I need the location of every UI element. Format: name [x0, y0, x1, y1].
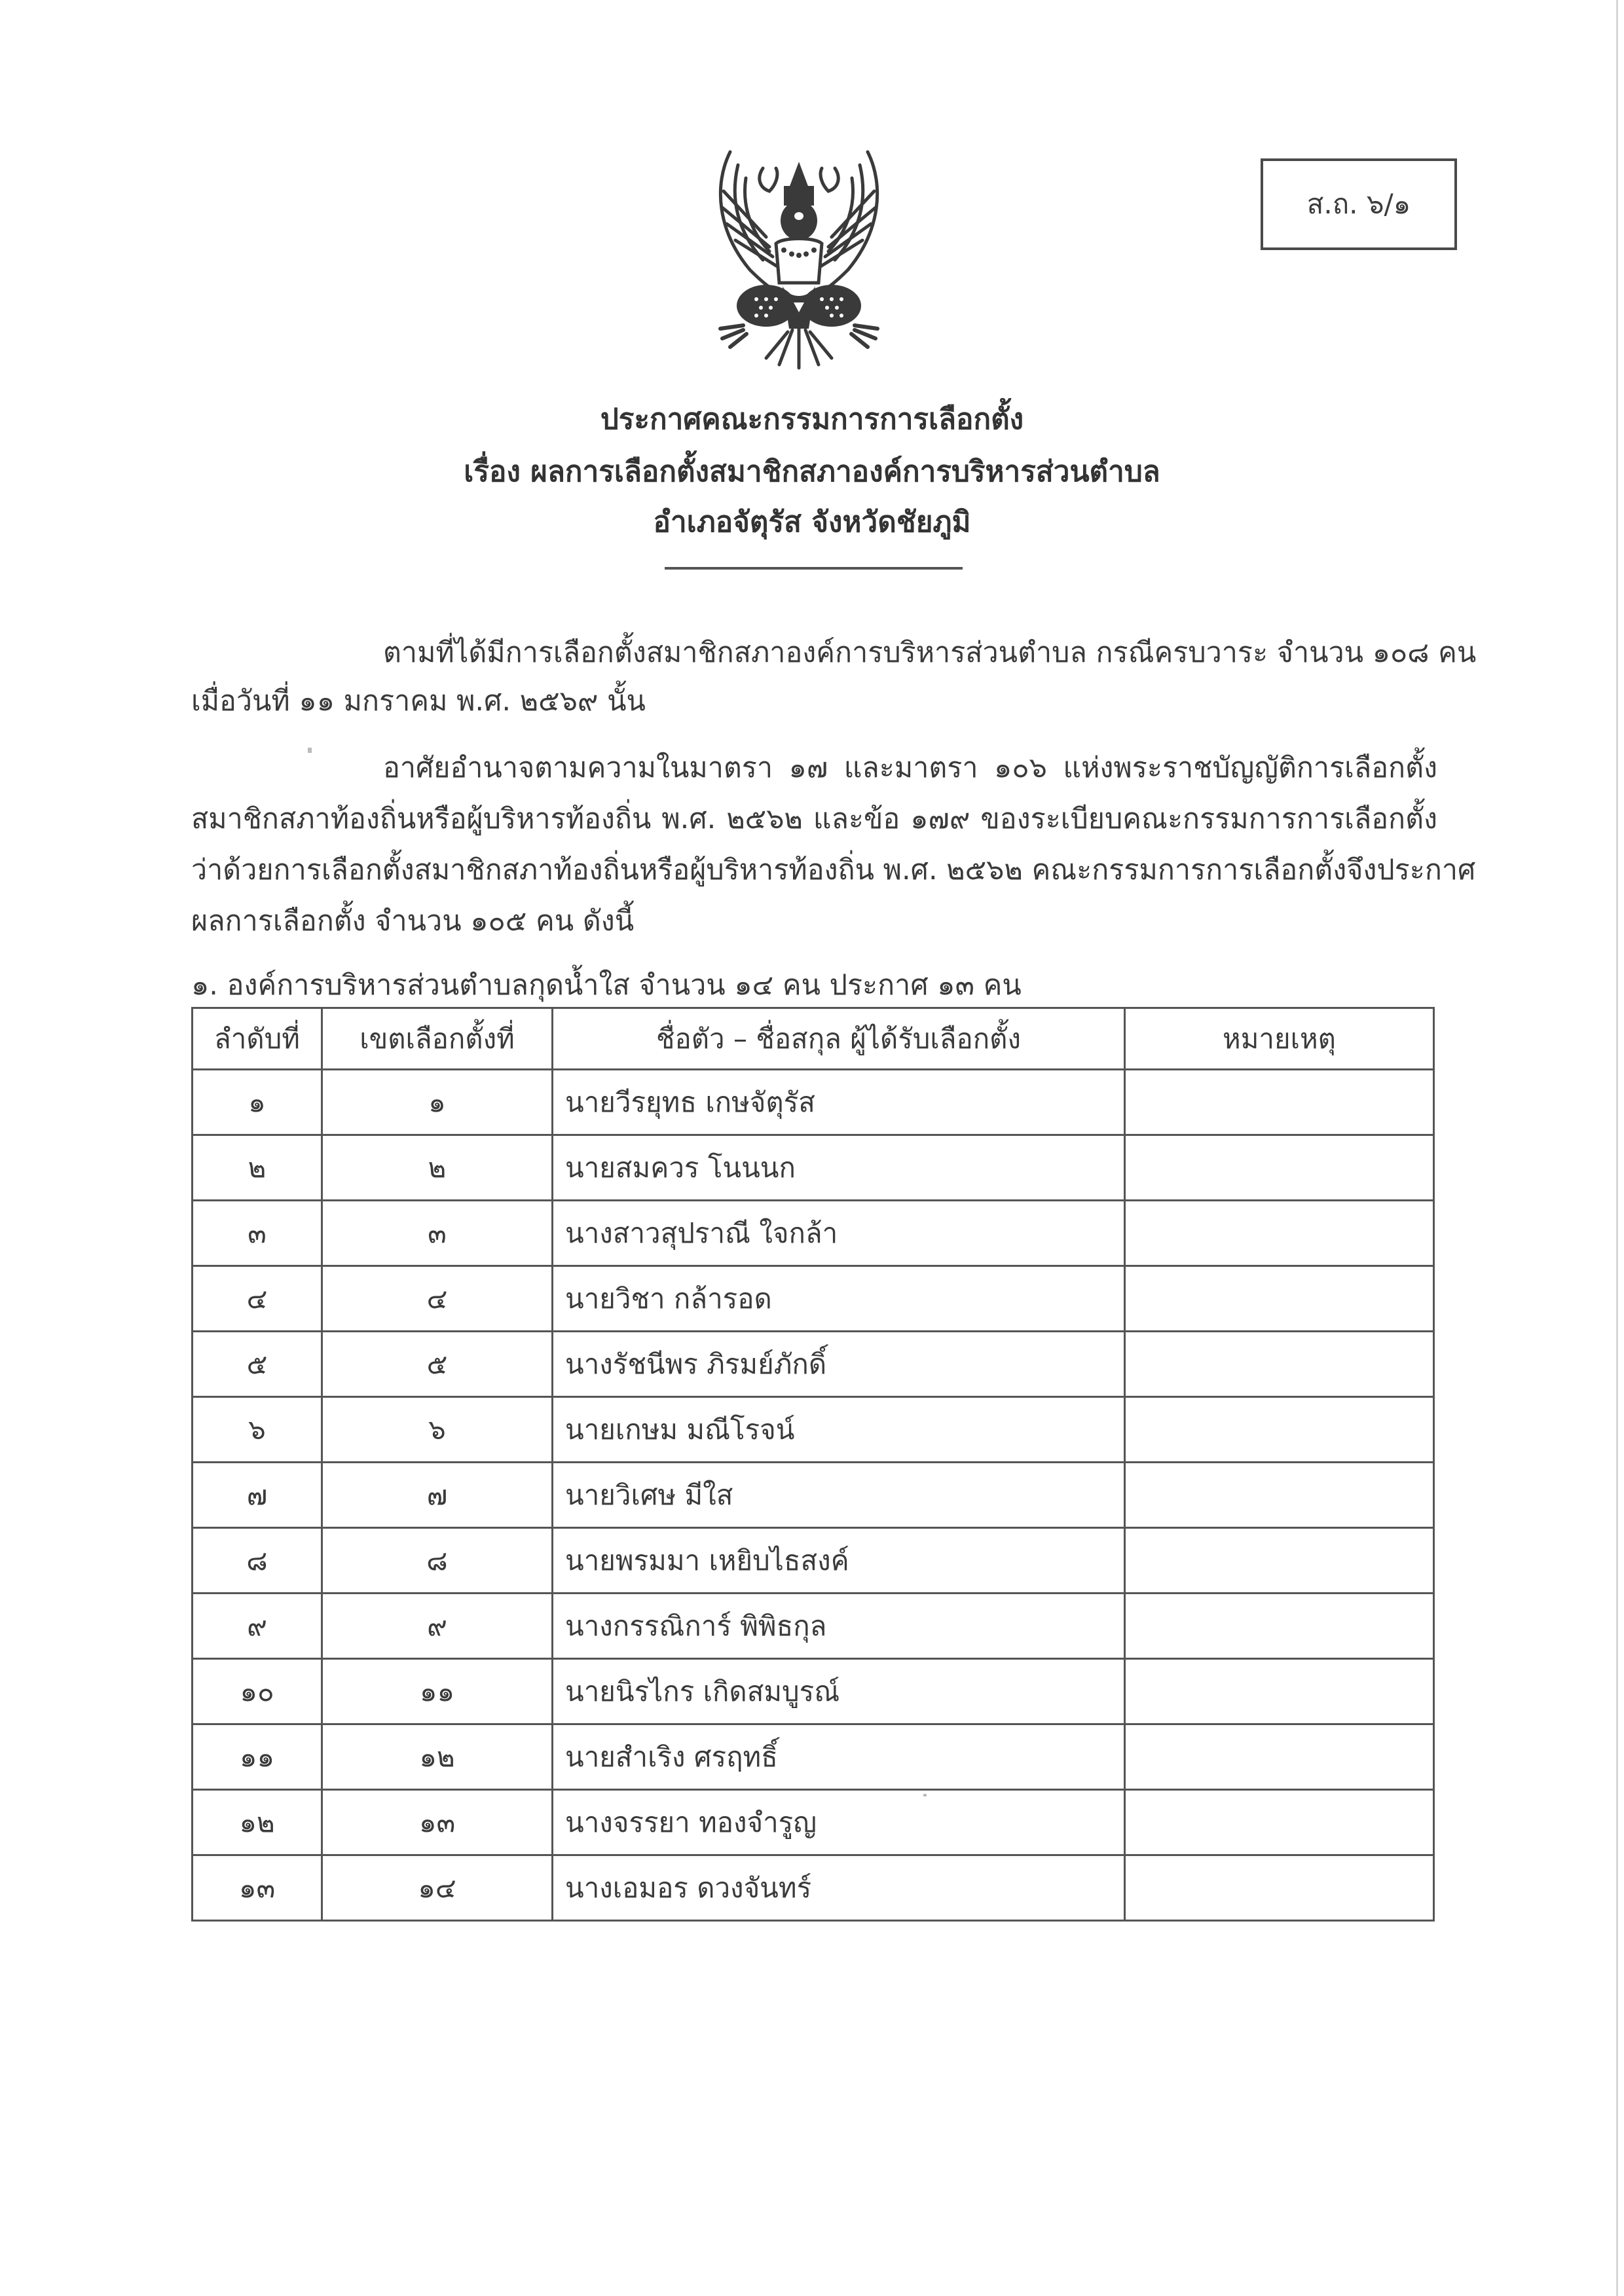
- results-table: [191, 1007, 1435, 1922]
- row-remark-cell: [1125, 1397, 1434, 1463]
- row-name-cell: นายพรมมา เหยิบไธสงค์: [553, 1528, 1125, 1594]
- row-remark-cell: [1125, 1201, 1434, 1266]
- table-row: [193, 1266, 1434, 1332]
- table-row: [193, 1790, 1434, 1855]
- table-row: [193, 1070, 1434, 1135]
- row-order-cell: ๑๑: [193, 1724, 322, 1790]
- row-name-cell: นางรัชนีพร ภิรมย์ภักดิ์: [553, 1332, 1125, 1397]
- table-row: [193, 1659, 1434, 1724]
- table-row: [193, 1724, 1434, 1790]
- row-remark-cell: [1125, 1528, 1434, 1594]
- row-name-cell: นายวิชา กล้ารอด: [553, 1266, 1125, 1332]
- row-district-cell: ๒: [322, 1135, 553, 1201]
- row-remark-cell: [1125, 1266, 1434, 1332]
- table-row: [193, 1463, 1434, 1528]
- table-row: [193, 1135, 1434, 1201]
- garuda-emblem-icon: [704, 139, 894, 374]
- section-heading: ๑. องค์การบริหารส่วนตำบลกุดน้ำใส จำนวน ๑๔ คน ประกาศ ๑๓ คน: [191, 969, 1022, 1002]
- row-district-cell: ๑๓: [322, 1790, 553, 1855]
- form-code-label: ส.ถ. ๖/๑: [1306, 188, 1411, 220]
- row-order-cell: ๓: [193, 1201, 322, 1266]
- header-remark: หมายเหตุ: [1125, 1008, 1434, 1070]
- table-row: [193, 1332, 1434, 1397]
- row-order-cell: ๒: [193, 1135, 322, 1201]
- row-name-cell: นางสาวสุปราณี ใจกล้า: [553, 1201, 1125, 1266]
- row-order-cell: ๕: [193, 1332, 322, 1397]
- row-district-cell: ๑๑: [322, 1659, 553, 1724]
- row-order-cell: ๖: [193, 1397, 322, 1463]
- announcement-location: อำเภอจัตุรัส จังหวัดชัยภูมิ: [653, 505, 971, 539]
- row-district-cell: ๗: [322, 1463, 553, 1528]
- header-order: ลำดับที่: [193, 1008, 322, 1070]
- row-name-cell: นายเกษม มณีโรจน์: [553, 1397, 1125, 1463]
- row-name-cell: นายสำเริง ศรฤทธิ์: [553, 1724, 1125, 1790]
- row-district-cell: ๘: [322, 1528, 553, 1594]
- row-name-cell: นางกรรณิการ์ พิพิธกุล: [553, 1594, 1125, 1659]
- table-row: [193, 1855, 1434, 1921]
- paragraph-2-line-4: ผลการเลือกตั้ง จำนวน ๑๐๕ คน ดังนี้: [191, 905, 635, 938]
- row-remark-cell: [1125, 1724, 1434, 1790]
- row-district-cell: ๖: [322, 1397, 553, 1463]
- row-order-cell: ๑๐: [193, 1659, 322, 1724]
- page-edge-shadow: [1616, 0, 1618, 2296]
- row-order-cell: ๘: [193, 1528, 322, 1594]
- row-order-cell: ๑๒: [193, 1790, 322, 1855]
- announcement-subject: เรื่อง ผลการเลือกตั้งสมาชิกสภาองค์การบริหารส่วนตำบล: [464, 455, 1160, 488]
- row-remark-cell: [1125, 1135, 1434, 1201]
- header-name: ชื่อตัว – ชื่อสกุล ผู้ได้รับเลือกตั้ง: [553, 1008, 1125, 1070]
- paragraph-1-line-1: ตามที่ได้มีการเลือกตั้งสมาชิกสภาองค์การบริหารส่วนตำบล กรณีครบวาระ จำนวน ๑๐๘ คน: [383, 636, 1477, 669]
- row-order-cell: ๔: [193, 1266, 322, 1332]
- row-district-cell: ๕: [322, 1332, 553, 1397]
- row-district-cell: ๓: [322, 1201, 553, 1266]
- table-row: [193, 1594, 1434, 1659]
- table-header-row: [193, 1008, 1434, 1070]
- row-remark-cell: [1125, 1594, 1434, 1659]
- row-district-cell: ๑๔: [322, 1855, 553, 1921]
- form-code-box: [1261, 158, 1457, 250]
- row-district-cell: ๑: [322, 1070, 553, 1135]
- paragraph-2-line-2: สมาชิกสภาท้องถิ่นหรือผู้บริหารท้องถิ่น พ.ศ. ๒๕๖๒ และข้อ ๑๗๙ ของระเบียบคณะกรรมการการเลือกตั้ง: [191, 803, 1437, 835]
- row-district-cell: ๑๒: [322, 1724, 553, 1790]
- row-name-cell: นายวิเศษ มีใส: [553, 1463, 1125, 1528]
- paragraph-1-line-2: เมื่อวันที่ ๑๑ มกราคม พ.ศ. ๒๕๖๙ นั้น: [191, 685, 646, 718]
- row-name-cell: นางจรรยา ทองจำรูญ: [553, 1790, 1125, 1855]
- table-row: [193, 1528, 1434, 1594]
- row-remark-cell: [1125, 1070, 1434, 1135]
- row-district-cell: ๙: [322, 1594, 553, 1659]
- row-name-cell: นายวีรยุทธ เกษจัตุรัส: [553, 1070, 1125, 1135]
- row-district-cell: ๔: [322, 1266, 553, 1332]
- paragraph-2-line-1: อาศัยอำนาจตามความในมาตรา ๑๗ และมาตรา ๑๐๖ แห่งพระราชบัญญัติการเลือกตั้ง: [383, 752, 1437, 784]
- scan-speck: [923, 1794, 927, 1796]
- title-divider: [665, 567, 963, 570]
- announcement-title: ประกาศคณะกรรมการการเลือกตั้ง: [600, 403, 1024, 436]
- row-remark-cell: [1125, 1659, 1434, 1724]
- row-name-cell: นายสมควร โนนนก: [553, 1135, 1125, 1201]
- scan-speck: [308, 748, 312, 753]
- row-order-cell: ๑: [193, 1070, 322, 1135]
- row-remark-cell: [1125, 1855, 1434, 1921]
- table-row: [193, 1201, 1434, 1266]
- row-order-cell: ๑๓: [193, 1855, 322, 1921]
- row-remark-cell: [1125, 1463, 1434, 1528]
- row-name-cell: นางเอมอร ดวงจันทร์: [553, 1855, 1125, 1921]
- row-order-cell: ๗: [193, 1463, 322, 1528]
- row-name-cell: นายนิรไกร เกิดสมบูรณ์: [553, 1659, 1125, 1724]
- header-district: เขตเลือกตั้งที่: [322, 1008, 553, 1070]
- row-remark-cell: [1125, 1332, 1434, 1397]
- table-row: [193, 1397, 1434, 1463]
- paragraph-2-line-3: ว่าด้วยการเลือกตั้งสมาชิกสภาท้องถิ่นหรือผู้บริหารท้องถิ่น พ.ศ. ๒๕๖๒ คณะกรรมการการเลือกตั้งจึงประกาศ: [191, 854, 1476, 886]
- row-order-cell: ๙: [193, 1594, 322, 1659]
- row-remark-cell: [1125, 1790, 1434, 1855]
